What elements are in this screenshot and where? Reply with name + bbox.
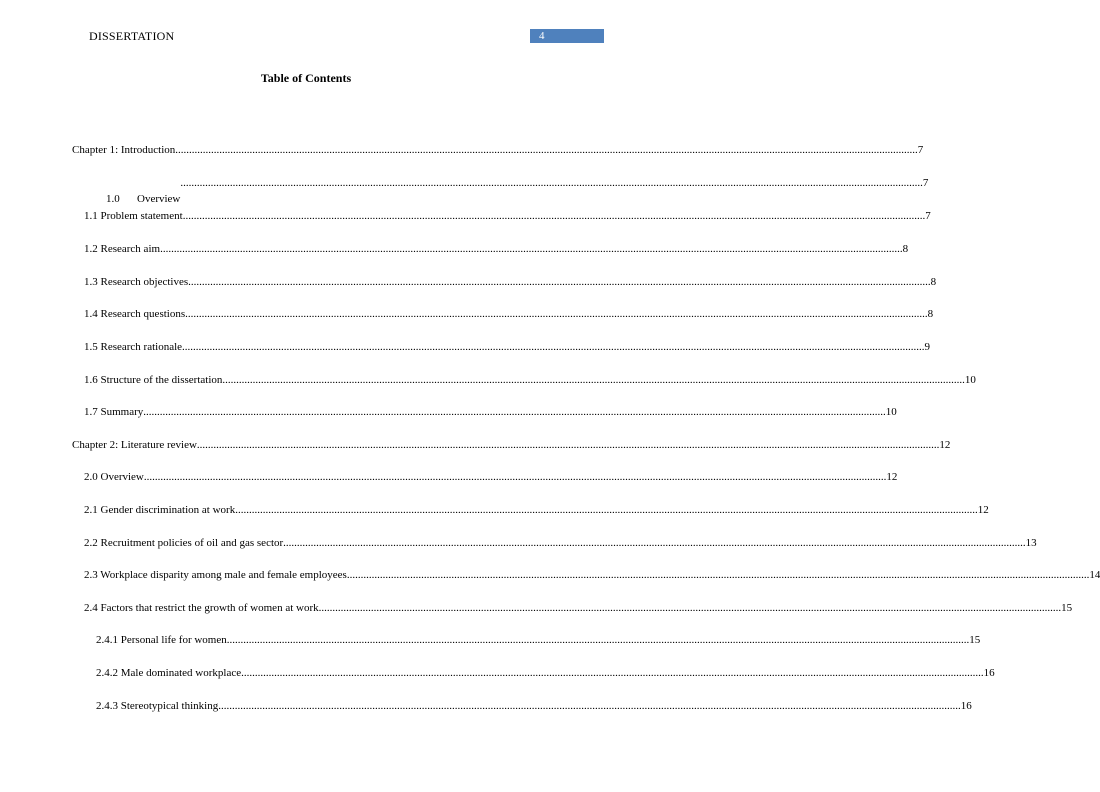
toc-leader-dots	[235, 502, 978, 518]
toc-leader-dots	[241, 665, 984, 681]
toc-entry-label: 2.4.2 Male dominated workplace	[96, 667, 242, 679]
toc-entry-2-4[interactable]	[84, 600, 1073, 616]
toc-entry-label: 1.3 Research objectives	[84, 276, 189, 288]
page-number-badge	[530, 29, 604, 43]
toc-entry-1-2[interactable]	[84, 241, 909, 257]
toc-entry-2-4-3[interactable]	[96, 698, 972, 714]
toc-entry-label: 1.6 Structure of the dissertation	[84, 374, 223, 386]
toc-entry-page: 10	[964, 374, 976, 386]
toc-entry-label: Chapter 2: Literature review	[72, 439, 197, 451]
toc-entry-page: 12	[939, 439, 951, 451]
toc-entry-page: 7	[925, 210, 931, 222]
toc-entry-label: 2.2 Recruitment policies of oil and gas sector	[84, 537, 284, 549]
toc-entry-page: 16	[960, 700, 972, 712]
toc-entry-page: 14	[1089, 569, 1100, 581]
toc-leader-dots	[319, 600, 1062, 616]
toc-leader-dots	[185, 306, 928, 322]
toc-entry-label: 1.4 Research questions	[84, 308, 186, 320]
toc-entry-label: Overview	[137, 193, 181, 205]
toc-leader-dots	[222, 372, 965, 388]
toc-heading: Table of Contents	[260, 71, 352, 85]
toc-entry-number: 1.0	[106, 193, 120, 205]
toc-entry-label: 2.1 Gender discrimination at work	[84, 504, 236, 516]
toc-leader-dots	[347, 567, 1090, 583]
toc-entry-page: 15	[1061, 602, 1073, 614]
toc-entry-2-0[interactable]	[84, 469, 898, 485]
toc-entry-page: 8	[902, 243, 909, 255]
toc-entry-2-3[interactable]	[84, 567, 1100, 583]
toc-entry-label: 2.0 Overview	[84, 471, 144, 483]
toc-entry-page: 8	[927, 308, 934, 320]
toc-entry-page: 12	[977, 504, 989, 516]
toc-leader-dots	[180, 175, 923, 191]
toc-entry-2-4-2[interactable]	[96, 665, 995, 681]
toc-leader-dots	[144, 469, 887, 485]
toc-leader-dots	[183, 208, 926, 224]
toc-entry-page: 7	[917, 144, 924, 156]
toc-leader-dots	[160, 241, 903, 257]
toc-entry-page: 10	[885, 406, 897, 418]
toc-entry-2-4-1[interactable]	[96, 632, 981, 648]
toc-entry-label: 1.1 Problem statement	[84, 210, 183, 222]
toc-entry-label: 2.4.1 Personal life for women	[96, 634, 227, 646]
toc-leader-dots	[218, 698, 961, 714]
toc-leader-dots	[143, 404, 886, 420]
toc-entry-chapter-1[interactable]	[72, 142, 924, 158]
toc-entry-page: 15	[969, 634, 981, 646]
toc-entry-label: 1.2 Research aim	[84, 243, 161, 255]
toc-leader-dots	[188, 274, 931, 290]
toc-entry-page: 12	[886, 471, 898, 483]
toc-entry-1-6[interactable]	[84, 372, 976, 388]
page-number: 4	[539, 30, 545, 42]
toc-entry-2-1[interactable]	[84, 502, 989, 518]
toc-entry-page: 8	[930, 276, 937, 288]
toc-entry-page: 9	[924, 341, 931, 353]
toc-entry-label: 1.5 Research rationale	[84, 341, 183, 353]
toc-entry-1-7[interactable]	[84, 404, 897, 420]
toc-entry-label: 1.7 Summary	[84, 406, 144, 418]
toc-leader-dots	[197, 437, 940, 453]
toc-leader-dots	[182, 339, 925, 355]
running-header-title: DISSERTATION	[89, 29, 175, 43]
toc-leader-dots	[175, 142, 918, 158]
toc-entry-1-1[interactable]	[84, 208, 931, 224]
toc-leader-dots	[227, 632, 970, 648]
toc-entry-chapter-2[interactable]	[72, 437, 951, 453]
toc-entry-label: Chapter 1: Introduction	[72, 144, 176, 156]
toc-entry-label: 2.3 Workplace disparity among male and female employees	[84, 569, 347, 581]
toc-entry-label: 2.4.3 Stereotypical thinking	[96, 700, 219, 712]
toc-entry-page: 7	[922, 177, 929, 189]
toc-entry-1-4[interactable]	[84, 306, 934, 322]
toc-entry-page: 16	[983, 667, 995, 679]
toc-entry-page: 13	[1025, 537, 1037, 549]
toc-entry-1-3[interactable]	[84, 274, 937, 290]
toc-entry-1-0[interactable]	[84, 175, 929, 205]
toc-leader-dots	[283, 535, 1026, 551]
toc-entry-2-2[interactable]	[84, 535, 1037, 551]
toc-entry-label: 2.4 Factors that restrict the growth of women at work	[84, 602, 319, 614]
toc-entry-1-5[interactable]	[84, 339, 931, 355]
